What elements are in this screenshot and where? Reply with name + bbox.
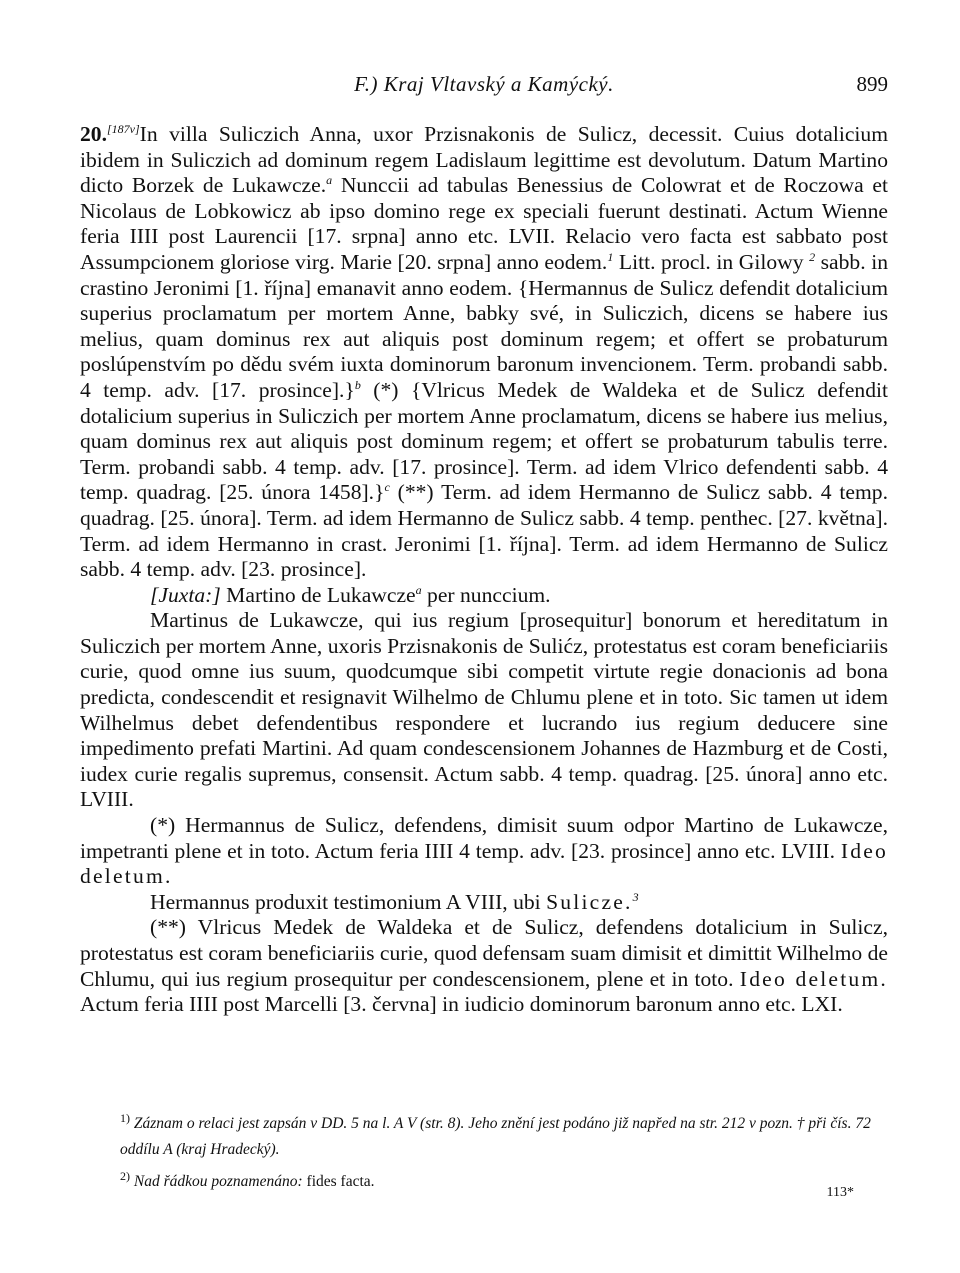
juxta-text-b: per nunccium. [421,582,551,607]
folio-ref: [187v] [107,121,140,136]
note-mark-a: a [326,173,333,187]
juxta-paragraph [80,583,888,609]
entry-text-6: (**) Term. ad idem Hermanno de Sulicz sabb. 4 temp. quadrag. [25. února]. Term. ad idem Hermanno de Sulicz sabb. 4 temp. penthec. [27. května]. Term. ad idem Hermanno in crast. Jeronimi [1. října]. Term. ad idem Hermanno de Sulicz sabb. 4 temp. adv. [23. prosince]. [80,480,888,582]
ideo-deletum-1: Ideo deletum. [80,838,888,889]
entry-text-5: (*) {Vlricus Medek de Waldeka et de Sulicz defendit dotalicium superius in Suliczich per mortem Anne proclamatum, dicens se habere ius melius, quam dominus rex aut aliquis post dominum regem; et offert se probaturum tabulis terre. Term. probandi sabb. 4 temp. adv. [17. prosince]. Term. ad idem Vlrico defendenti sabb. 4 temp. quadrag. [25. února 1458].} [80,377,888,505]
sheet-signature: 113* [826,1185,854,1200]
vlricus-text-a: (**) Vlricus Medek de Waldeka et de Sulicz, defendens dotalicium in Sulicz, protestatus est coram beneficiariis curie, quod defensam suam dimisit et dimittit Wilhelmo de Chlumu, qui ius regium prosequitur per condescensionem, plene et in toto. [80,915,888,991]
footnote-ref-2: 2 [809,249,816,264]
entry-text-1: In villa Suliczich Anna, uxor Przisnakonis de Sulicz, decessit. Cuius dotalicium ibidem in Suliczich ad dominum regem Ladislaum legittime est devolutum. Datum Martino dicto Borzek de Lukawcze. [80,122,888,198]
page-number: 899 [856,72,888,96]
page-header [80,72,888,102]
footnote-1-text: Záznam o relaci jest zapsán v DD. 5 na l. A V (str. 8). Jeho znění jest podáno již napřed na str. 212 v pozn. † při čís. 72 oddílu A (kraj Hradecký). [120,1115,871,1159]
ideo-deletum-2: Ideo deletum. [739,966,889,991]
hermannus-text: (*) Hermannus de Sulicz, defendens, dimisit suum odpor Martino de Lukawcze, impetranti plene et in toto. Actum feria IIII 4 temp. adv. [23. prosince] anno etc. LVIII. [80,813,888,863]
juxta-mark: a [415,582,422,597]
produxit-text: Hermannus produxit testimonium A VIII, ubi [150,889,547,914]
juxta-text-a: Martino de Lukawcze [220,582,416,607]
running-title: F.) Kraj Vltavský a Kamýcký. [354,72,614,96]
martinus-paragraph: Martinus de Lukawcze, qui ius regium [prosequitur] bonorum et hereditatum in Suliczich per mortem Anne, uxoris Przisnakonis de Sulićz, protestatus est coram beneficiariis curie, quod omne ius suum, quodcumque sibi competit virtute regie donacionis ad bona predicta, condescendit et resignavit Wilhelmo de Chlumu plene et in toto. Sic tamen ut idem Wilhelmus debet defendentibus respondere et lucrando ius regium deducere sine impedimento prefati Martini. Ad quam condescensionem Johannes de Hazmburg et de Costi, iudex curie regalis supremus, consensit. Actum sabb. 4 temp. quadrag. [25. února] anno etc. LVIII. [80,608,888,812]
footnote-2 [80,1163,888,1195]
entry-text-2: Nunccii ad tabulas Benessius de Colowrat et de Roczowa et Nicolaus de Lobkowicz ab ipso domino rege ex speciali fuerunt destinati. Actum Wienne feria IIII post Laurencii [17. srpna] anno etc. LVII. Relacio vero facta est sabbato post Assumpcionem gloriose virg. Marie [20. srpna] anno eodem. [80,173,888,274]
footnote-2-mark: 2) [120,1169,130,1184]
entry-number: 20. [80,122,107,146]
vlricus-text-b: Actum feria IIII post Marcelli [3. června] in iudicio dominorum baronum anno etc. LXI. [80,992,843,1017]
footnote-2-upright: fides facta. [306,1173,375,1191]
footnote-1-mark: 1) [120,1111,130,1125]
entry-text-3: Litt. procl. in Gilowy [613,249,810,274]
vlricus-paragraph [80,915,888,1017]
produxit-place: Sulicze. [546,889,633,914]
juxta-label: [Juxta:] [150,582,221,607]
note-mark-c: c [384,480,390,495]
entry-paragraph [80,122,888,583]
footnotes [80,1105,888,1195]
footnote-ref-1: 1 [607,249,614,264]
hermannus-paragraph [80,813,888,890]
footnote-ref-3: 3 [632,889,639,904]
footnote-2-text: Nad řádkou poznamenáno: [133,1173,307,1191]
produxit-paragraph [80,890,888,916]
main-text [80,122,888,1018]
footnote-1 [80,1105,888,1163]
entry-text-4: sabb. in crastino Jeronimi [1. října] emanavit anno eodem. {Hermannus de Sulicz defendit dotalicium superius proclamatum per mortem Anne, babky své, in Suliczich, dicens se habere ius melius, quam dominus rex aut aliquis post dominum regem; et offert se probaturum poslúpenstvím po dědu svém iuxta dominorum baronum invencionem. Term. probandi sabb. 4 temp. adv. [17. prosince].} [80,249,888,402]
note-mark-b: b [354,377,361,392]
